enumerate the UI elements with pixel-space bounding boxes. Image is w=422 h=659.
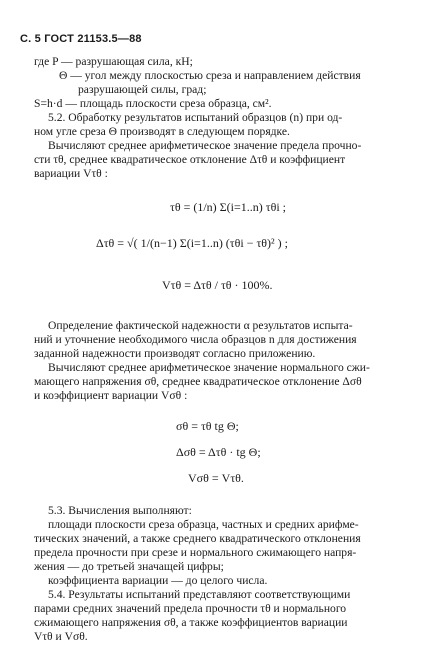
formula-std-sigma: Δσθ = Δτθ · tg Θ; (176, 445, 261, 459)
text-line: 5.4. Результаты испытаний представляют соответствующими (48, 588, 351, 601)
page-header: С. 5 ГОСТ 21153.5—88 (20, 33, 142, 45)
text-line: Определение фактической надежности α результатов испыта- (48, 319, 353, 332)
text-line: вариации Vτθ : (34, 167, 108, 180)
text-line: заданной надежности производят согласно приложению. (34, 347, 316, 360)
text-line: и коэффициент вариации Vσθ : (34, 389, 188, 402)
text-line: Θ — угол между плоскостью среза и направлением действия (59, 69, 361, 82)
text-line: сжимающего напряжения σθ, а также коэффициентов вариации (34, 616, 348, 629)
text-line: мающего напряжения σθ, среднее квадратическое отклонение Δσθ (34, 375, 362, 388)
text-line: коэффициента вариации — до целого числа. (48, 574, 268, 587)
text-line: 5.2. Обработку результатов испытаний образцов (n) при од- (48, 111, 343, 124)
text-line: ном угле среза Θ производят в следующем порядке. (34, 125, 290, 138)
text-line: Вычисляют среднее арифметическое значение нормального сжи- (48, 361, 370, 374)
formula-std-tau: Δτθ = √( 1/(n−1) Σ(i=1..n) (τθi − τθ)² ) ; (96, 236, 288, 250)
formula-mean-sigma: σθ = τθ tg Θ; (176, 419, 239, 433)
formula-var-tau: Vτθ = Δτθ / τθ · 100%. (162, 278, 273, 292)
text-line: Vτθ и Vσθ. (34, 630, 88, 643)
text-line: ний и уточнение необходимого числа образцов n для достижения (34, 333, 357, 346)
text-line: предела прочности при срезе и нормального сжимающего напря- (34, 546, 357, 559)
text-line: 5.3. Вычисления выполняют: (48, 504, 192, 517)
text-line: сти τθ, среднее квадратическое отклонение Δτθ и коэффициент (34, 153, 346, 166)
text-line: где P — разрушающая сила, кН; (34, 55, 193, 68)
text-line: парами средних значений предела прочности τθ и нормального (34, 602, 347, 615)
text-line: разрушающей силы, град; (78, 83, 207, 96)
formula-var-sigma: Vσθ = Vτθ. (188, 471, 244, 485)
formula-mean-tau: τθ = (1/n) Σ(i=1..n) τθi ; (170, 200, 286, 214)
text-line: тических значений, а также среднего квадратического отклонения (34, 532, 361, 545)
text-line: S=h·d — площадь плоскости среза образца, см². (34, 97, 272, 110)
text-line: Вычисляют среднее арифметическое значение предела прочно- (48, 139, 362, 152)
text-line: жения — до третьей значащей цифры; (34, 560, 224, 573)
text-line: площади плоскости среза образца, частных и средних арифме- (48, 518, 359, 531)
